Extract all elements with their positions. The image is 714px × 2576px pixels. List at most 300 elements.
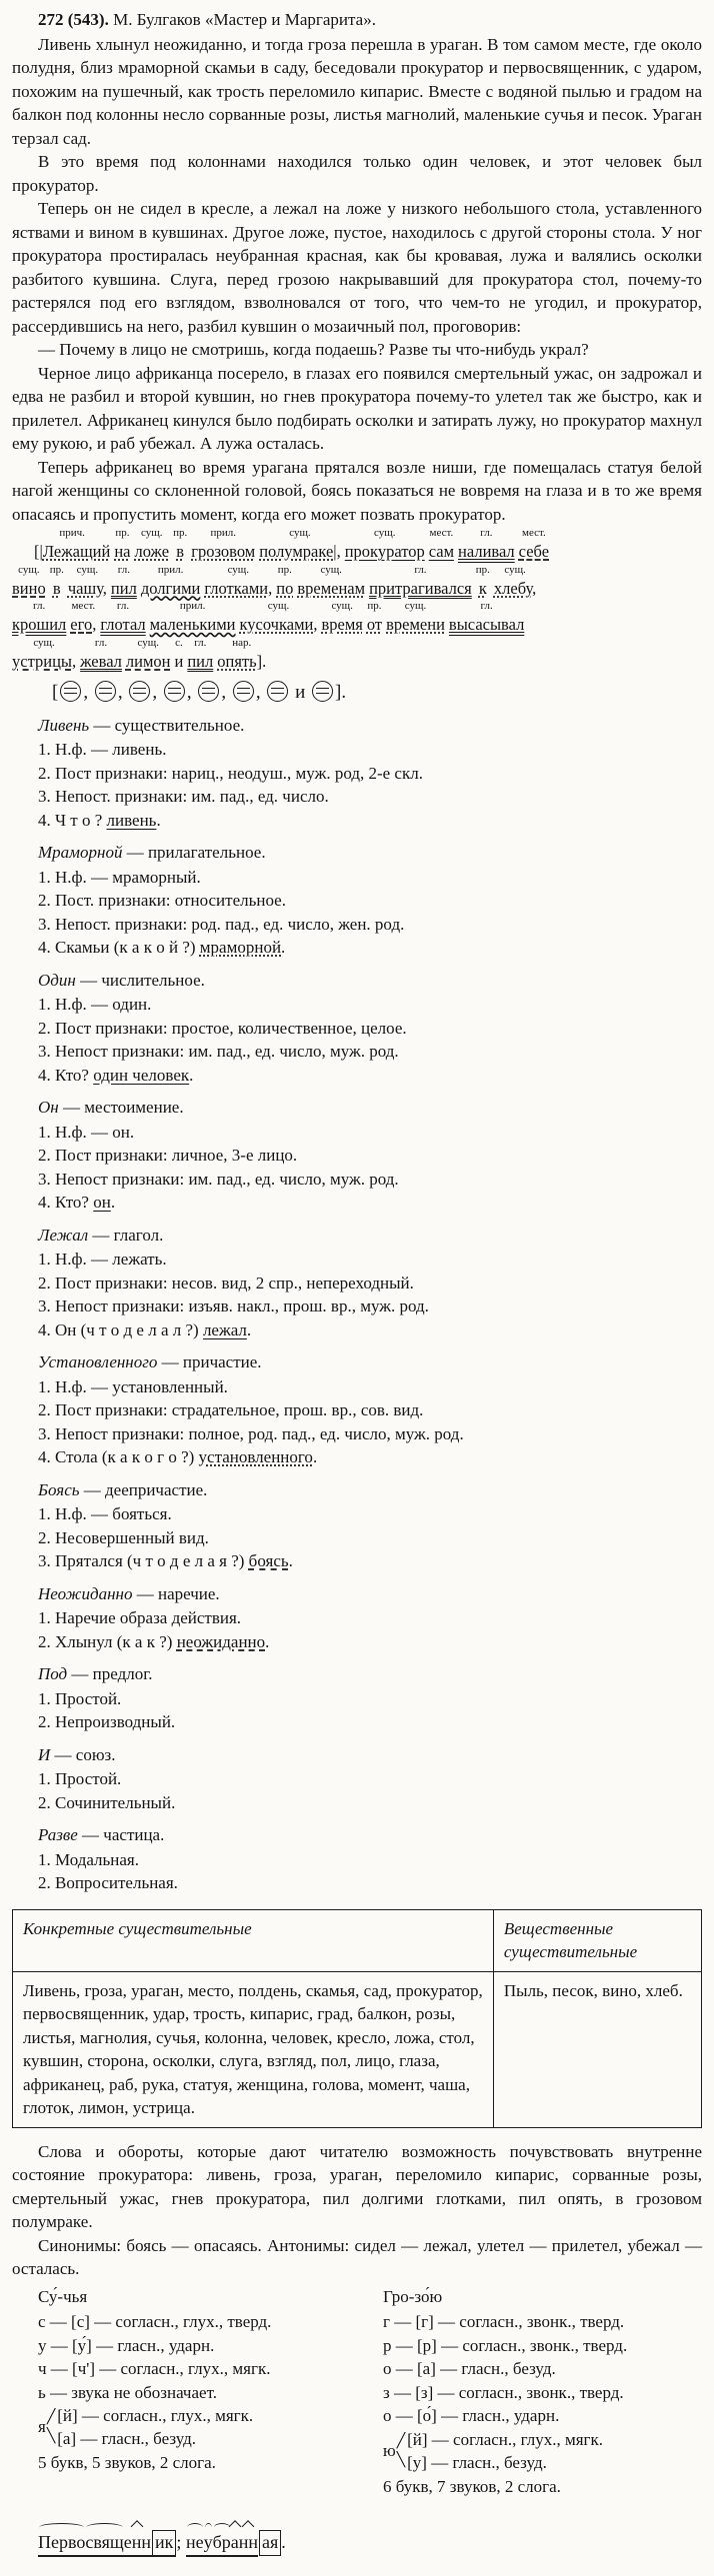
sentence-word (259, 542, 341, 561)
branch-slashes (397, 2432, 405, 2470)
sentence-token (476, 565, 490, 601)
word-text: крошил (12, 615, 67, 634)
branch-letter: ю (383, 2440, 396, 2460)
paragraph: Ливень хлынул неожиданно, и тогда гроза перешла в ураган. В том самом месте, где около полудня, близ мраморной скамьи в саду, беседовали прокуратор и первосвященник, с ударом, похожим на пушечный, как трость переломило кипарис. Вместе с водяной пылью и градом на балкон под колонны несло сорванные розы, листья магнолий, маленькие сучья и песок. Ураган терзал сад. (12, 34, 702, 148)
nouns-table (12, 1909, 702, 2128)
analysis-item: 2. Пост. признаки: относительное. (38, 891, 286, 910)
sentence-line (12, 528, 702, 564)
word-text: грозовом (191, 542, 256, 561)
pos-label: сущ. (267, 600, 290, 612)
sentence-word (80, 652, 122, 671)
phonetic-line: г — [г] — согласн., звонк., тверд. (383, 2312, 625, 2331)
phonetic-branch (383, 2428, 702, 2474)
analysis-headline: Установленного — причастие. (38, 1352, 262, 1371)
analysis-item: 1. Н.ф. — мраморный. (38, 867, 201, 887)
sentence-token (386, 601, 445, 637)
analysis-underlined-word: один человек (93, 1065, 190, 1085)
suffix-caret: а (231, 2531, 239, 2555)
sentence-word (68, 579, 107, 598)
phonetic-line: р — [р] — согласн., звонк., тверд. (383, 2335, 628, 2355)
sentence-token (150, 601, 236, 637)
suffix-caret: енн (124, 2531, 151, 2555)
sentence-word (12, 652, 76, 671)
pos-label: пр. (49, 563, 64, 576)
annotated-sentence (12, 528, 702, 673)
phonetic-total: 6 букв, 7 звуков, 2 слога. (383, 2476, 561, 2496)
phonetic-line: с — [с] — согласн., глух., тверд. (38, 2312, 272, 2331)
analysis-item: 3. Прятался (ч т о д е л а я ?) боясь. (38, 1551, 293, 1570)
word-text: полумраке (259, 542, 334, 561)
quote-text (12, 33, 702, 527)
sentence-token (217, 638, 266, 674)
pos-label: сущ. (404, 600, 427, 612)
word-text: по (276, 578, 294, 598)
word-text: на (114, 542, 131, 561)
pos-label: гл. (480, 527, 493, 539)
word-text: себе (518, 542, 550, 561)
analysis-item: 1. Наречие образа действия. (38, 1608, 242, 1627)
sentence-word (297, 579, 365, 598)
sentence-word (187, 652, 213, 671)
word-text: в (176, 542, 185, 561)
analysis-item: 2. Сочинительный. (38, 1792, 176, 1812)
branch-option: [й] — согласн., глух., мягк. (57, 2406, 254, 2425)
analysis-headword: Лежал (38, 1225, 89, 1245)
analysis-item: 4. Скамьи (к а к о й ?) мраморной. (38, 938, 286, 957)
word-text: лимон (125, 651, 171, 671)
analysis-headline: Он — местоимение. (38, 1098, 184, 1117)
pos-label: сущ. (373, 527, 396, 539)
sentence-token (297, 565, 365, 601)
pos-label: сущ. (141, 527, 163, 539)
analysis-headword: Он (38, 1098, 59, 1117)
pos-label: пр. (115, 527, 130, 539)
pos-label: прил. (179, 600, 206, 612)
pos-label: прил. (210, 527, 236, 539)
slash-down: ╲ (396, 2452, 406, 2468)
sentence-word (321, 615, 362, 634)
word-text: пил (110, 578, 137, 598)
word-text: от (366, 615, 383, 634)
branch-letter: я (38, 2417, 46, 2437)
analysis-headline: Под — предлог. (38, 1664, 153, 1683)
analysis-item: 3. Непост признаки: им. пад., ед. число, муж. род. (38, 1042, 399, 1061)
root-arc: не (186, 2531, 204, 2555)
branch-options (407, 2428, 603, 2474)
sentence-schema: [ , , , , , , и ]. (52, 682, 347, 703)
analysis-section (38, 1823, 702, 1895)
sentence-token (191, 528, 255, 564)
analysis-item: 3. Непост. признаки: им. пад., ед. число. (38, 787, 329, 806)
sentence-word (519, 542, 549, 561)
sentence-word (53, 579, 61, 598)
commentary-paragraph: Слова и обороты, которые дают читателю возможность почувствовать внутренне состояние прокуратора: ливень, гроза, ураган, переломило кипарис, сорванные розы, смертельный ужас, гнев прокуратора, пил долгими глотками, пил опять, в грозовом полумраке. (12, 2141, 702, 2231)
analysis-item: 1. Модальная. (38, 1849, 139, 1869)
morpheme-analysis: Первосвященн ик ; неубранн ая . (38, 2518, 702, 2556)
analysis-item: 1. Н.ф. — ливень. (38, 740, 167, 759)
table-cell: Пыль, песок, вино, хлеб. (493, 1971, 701, 2127)
analysis-item: 2. Несовершенный вид. (38, 1527, 209, 1547)
analysis-item: 4. Кто? один человек. (38, 1065, 194, 1085)
word-text: глотками (204, 578, 269, 598)
pos-label: гл. (33, 600, 46, 612)
phonetic-line: у — [у́] — гласн., ударн. (38, 2335, 215, 2355)
pos-label: сущ. (227, 563, 250, 576)
analysis-item: 1. Н.ф. — лежать. (38, 1250, 167, 1269)
word-text: притрагивался (369, 578, 472, 598)
analysis-item: 1. Простой. (38, 1769, 122, 1788)
exercise-source: М. Булгаков «Мастер и Маргарита». (108, 10, 376, 29)
sentence-word (134, 542, 169, 561)
suffix-caret: нн (239, 2531, 258, 2555)
word-text: наливал (458, 542, 515, 561)
sentence-token (369, 565, 472, 601)
phonetic-word: Гро-зо́ю (383, 2286, 443, 2306)
word-text: долгими (140, 578, 201, 598)
phonetic-column-left (12, 2285, 357, 2499)
analysis-headline: Ливень — существительное. (38, 715, 245, 735)
column-header: Конкретные существительные (13, 1909, 494, 1971)
paragraph: В это время под колоннами находился только один человек, и этот человек был прокуратор. (12, 152, 702, 195)
sentence-word (12, 615, 66, 634)
table-head (13, 1909, 702, 1971)
analysis-headline: Разве — частица. (38, 1825, 165, 1844)
sentence-word (217, 652, 266, 671)
phonetic-analysis (12, 2285, 702, 2499)
word-text: времени (386, 615, 445, 634)
analysis-item: 2. Непроизводный. (38, 1712, 176, 1731)
pos-label: гл. (194, 636, 207, 649)
slash-up: ╱ (396, 2433, 406, 2449)
sentence-word (114, 542, 130, 561)
analysis-item: 4. Ч т о ? ливень. (38, 810, 161, 830)
bracket: [| (34, 542, 43, 561)
predicate-circle (198, 681, 219, 702)
pos-label: с. (175, 636, 183, 649)
root-arc: у (204, 2531, 213, 2555)
analysis-underlined-word: лежал (202, 1319, 247, 1339)
pos-label: нар. (232, 636, 252, 649)
analysis-item: 3. Непост признаки: изъяв. накл., прош. вр., муж. род. (38, 1296, 429, 1315)
sentence-token (114, 528, 130, 564)
word-text: жевал (80, 651, 122, 671)
word-text: прокуратор (344, 542, 425, 561)
analysis-headline: Лежал — глагол. (38, 1225, 164, 1245)
pos-label: мест. (521, 527, 546, 539)
analysis-item: 2. Вопросительная. (38, 1873, 178, 1892)
sentence-line (12, 565, 702, 601)
table-header-row (13, 1909, 702, 1971)
exercise-number: 272 (543). (38, 10, 109, 29)
sentence-word (175, 652, 184, 671)
word-text: Лежащий (42, 542, 111, 561)
punctuation: , (313, 615, 318, 634)
analysis-item: 2. Пост признаки: нариц., неодуш., муж. род, 2-е скл. (38, 763, 423, 783)
analysis-headword: И (38, 1744, 51, 1764)
pos-label: сущ. (331, 600, 353, 612)
analysis-item: 1. Н.ф. — установленный. (38, 1376, 228, 1396)
sentence-word (141, 579, 201, 598)
analysis-underlined-word: установленного (198, 1447, 313, 1466)
pos-label: гл. (480, 600, 493, 612)
sentence-token (80, 638, 122, 674)
sentence-word (111, 579, 137, 598)
analysis-headline: И — союз. (38, 1744, 116, 1764)
sentence-token (494, 565, 536, 601)
punctuation: ]. (256, 651, 267, 671)
analysis-headline: Один — числительное. (38, 970, 205, 990)
slash-down: ╲ (46, 2429, 56, 2444)
sentence-word (429, 542, 454, 561)
analysis-item: 2. Пост признаки: несов. вид, 2 спр., непереходный. (38, 1273, 414, 1292)
word-text: глотал (100, 615, 146, 634)
analysis-headword: Под (38, 1664, 68, 1683)
phonetic-word: Су́-чья (38, 2286, 88, 2306)
paragraph: — Почему в лицо не смотришь, когда подаешь? Разве ты что-нибудь украл? (38, 340, 589, 359)
analysis-underlined-word: ливень (106, 810, 157, 830)
pos-label: сущ. (137, 636, 159, 649)
sentence-token (70, 601, 96, 637)
sentence-token (173, 528, 187, 564)
paragraph: Черное лицо африканца посерело, в глазах его появился смертельный ужас, он задрожал и едва не разбил и второй кувшин, но гнев прокуратора почему-то улетел так же быстро, как и прилетел. Африканец кинулся было подбирать осколки и затирать лужу, но прокуратор махнул ему рукою, и раб убежал. А лужа осталась. (12, 363, 702, 453)
pos-label: мест. (71, 600, 96, 612)
sentence-token (175, 638, 184, 674)
sentence-line (12, 601, 702, 637)
word-text: опять (217, 651, 257, 671)
pos-label: гл. (116, 600, 130, 612)
sentence-word (34, 542, 110, 561)
punctuation: |, (333, 542, 341, 561)
analysis-headline: Мраморной — прилагательное. (38, 843, 266, 862)
analysis-item: 1. Н.ф. — один. (38, 995, 152, 1014)
sentence-token (259, 528, 341, 564)
analysis-headline: Боясь — деепричастие. (38, 1479, 208, 1499)
pos-label: пр. (277, 563, 292, 576)
word-text: время (321, 615, 363, 634)
word-text: хлебу (493, 578, 533, 598)
sentence-word (150, 615, 236, 634)
analysis-item: 2. Пост признаки: простое, количественное, целое. (38, 1018, 407, 1038)
word-text: высасывал (448, 615, 525, 634)
pos-label: сущ. (76, 563, 99, 576)
analysis-item: 3. Непост признаки: им. пад., ед. число, муж. род. (38, 1169, 399, 1189)
phonetic-line: з — [з] — согласн., звонк., тверд. (383, 2382, 624, 2402)
word-text: вино (12, 578, 46, 598)
sentence-token (126, 638, 171, 674)
word-text: ложе (134, 542, 170, 561)
sentence-token (449, 601, 524, 637)
sentence-token (100, 601, 145, 637)
sentence-token (458, 528, 515, 564)
analysis-section (38, 1096, 702, 1215)
phonetic-line: ч — [ч'] — согласн., глух., мягк. (38, 2359, 271, 2378)
paragraph: Теперь африканец во время урагана прятался возле ниши, где помещалась статуя белой нагой женщины со склоненной головой, боясь показаться не вовремя на глаза и в то же время опасаясь и пропустить момент, когда его может позвать прокуратор. (12, 457, 702, 524)
word-text: чашу (67, 578, 103, 598)
phonetic-branch (38, 2404, 357, 2450)
word-text: к (478, 578, 487, 598)
pos-label: пр. (475, 563, 490, 576)
analysis-item: 2. Хлынул (к а к ?) неожиданно. (38, 1631, 270, 1651)
analysis-headline: Неожиданно — наречие. (38, 1583, 220, 1603)
analysis-item: 4. Он (ч т о д е л а л ?) лежал. (38, 1319, 252, 1339)
analysis-section (38, 1478, 702, 1573)
analysis-headword: Разве (38, 1825, 78, 1844)
punctuation: , (102, 578, 107, 598)
sentence-token (12, 565, 46, 601)
sentence-token (12, 638, 76, 674)
slash-up: ╱ (46, 2410, 56, 2425)
sentence-token (12, 601, 66, 637)
predicate-circle (60, 681, 81, 702)
sentence-token (50, 565, 64, 601)
analysis-item: 4. Кто? он. (38, 1193, 116, 1212)
phonetic-column-right (357, 2285, 702, 2499)
morphological-analyses (12, 714, 702, 1895)
pos-label: сущ. (33, 636, 55, 649)
pos-label: пр. (173, 527, 188, 539)
branch-options (57, 2404, 253, 2450)
pos-label: сущ. (320, 563, 342, 576)
predicate-circle (233, 681, 254, 702)
sentence-word (479, 579, 487, 598)
phonetic-line: о — [а] — гласн., безуд. (383, 2359, 556, 2378)
sentence-token (141, 565, 201, 601)
sentence-token (367, 601, 382, 637)
pos-label: гл. (94, 636, 108, 649)
sentence-token (187, 638, 213, 674)
analysis-section (38, 1350, 702, 1469)
ending-box: ик (152, 2530, 176, 2556)
sentence-word (12, 579, 46, 598)
sentence-token (240, 601, 318, 637)
sentence-word (240, 615, 318, 634)
word-stem (38, 2532, 176, 2557)
analysis-section (38, 1582, 702, 1654)
table-cell: Ливень, гроза, ураган, место, полдень, скамья, сад, прокуратор, первосвященник, удар, трость, кипарис, град, балкон, розы, листья, магнолия, сучья, колонна, человек, кресло, ложа, стол, кувшин, сторона, осколки, слуга, взгляд, пол, лицо, глаза, африканец, раб, рука, статуя, женщина, голова, момент, чаша, глоток, лимон, устрица. (13, 1971, 494, 2127)
sentence-token (204, 565, 272, 601)
sentence-word (70, 615, 96, 634)
phonetic-total: 5 букв, 5 звуков, 2 слога. (38, 2453, 216, 2472)
predicate-circle (312, 681, 333, 702)
phonetic-line: ь — звука не обозначает. (38, 2382, 217, 2402)
pos-label: прил. (157, 563, 184, 576)
root-arc: свящ (85, 2531, 123, 2555)
pos-label: сущ. (289, 527, 311, 539)
analysis-item: 3. Непост признаки: полное, род. пад., ед. число, муж. род. (38, 1423, 464, 1443)
analysis-item: 2. Пост признаки: личное, 3-е лицо. (38, 1146, 298, 1165)
analysis-underlined-word: боясь (248, 1551, 289, 1570)
punctuation: , (532, 578, 537, 598)
analysis-headword: Ливень (38, 715, 90, 735)
sentence-token (34, 528, 110, 564)
sentence-token (321, 601, 362, 637)
sentence-word (204, 579, 272, 598)
analysis-item: 3. Непост. признаки: род. пад., ед. число, жен. род. (38, 914, 405, 934)
commentary (12, 2140, 702, 2281)
exercise-title (12, 8, 702, 32)
branch-option: [у] — гласн., безуд. (407, 2452, 547, 2472)
sentence-word (126, 652, 171, 671)
analysis-underlined-word: неожиданно (176, 1631, 266, 1651)
analysis-section (38, 714, 702, 833)
root-arc: бр (213, 2531, 231, 2555)
branch-slashes (47, 2408, 55, 2446)
analysis-item: 1. Н.ф. — бояться. (38, 1504, 172, 1523)
sentence-token (111, 565, 137, 601)
sentence-word (458, 542, 515, 561)
pos-label: гл. (414, 563, 427, 576)
sentence-word (100, 615, 145, 634)
predicate-circle (164, 681, 185, 702)
sentence-token (134, 528, 169, 564)
predicate-circle (129, 681, 150, 702)
word-text: его (70, 615, 93, 634)
sentence-token (519, 528, 549, 564)
analysis-section (38, 1743, 702, 1815)
pos-label: мест. (429, 527, 454, 539)
analysis-section (38, 1662, 702, 1734)
punctuation: , (71, 651, 77, 671)
sentence-token (345, 528, 425, 564)
ending-box: ая (259, 2530, 281, 2556)
word-text: устрицы (12, 651, 72, 671)
analysis-item: 2. Пост признаки: страдательное, прош. вр., сов. вид. (38, 1400, 424, 1419)
morpheme-word (38, 2530, 176, 2556)
root-arc: Перво (38, 2531, 85, 2555)
analysis-section (38, 1224, 702, 1342)
word-stem (186, 2532, 258, 2557)
sentence-line (12, 638, 702, 674)
sentence-word (276, 579, 293, 598)
sentence-word (386, 615, 445, 634)
punctuation: , (92, 615, 97, 634)
sentence-token (276, 565, 293, 601)
sentence-word (191, 542, 255, 561)
analysis-headword: Боясь (38, 1479, 80, 1499)
word-text: временам (297, 578, 366, 598)
phonetic-line: о — [о́] — гласн., ударн. (383, 2406, 560, 2425)
sentence-word (369, 579, 472, 598)
branch-option: [а] — гласн., безуд. (57, 2429, 197, 2448)
word-text: в (52, 578, 61, 598)
predicate-circle (267, 681, 288, 702)
word-text: кусочками (239, 615, 314, 634)
analysis-underlined-word: он (93, 1193, 111, 1212)
pos-label: сущ. (18, 563, 40, 576)
pos-label: сущ. (504, 563, 526, 576)
analysis-headword: Один (38, 970, 76, 990)
pos-label: прич. (59, 527, 85, 539)
sentence-word (345, 542, 425, 561)
analysis-section (38, 969, 702, 1088)
morpheme-word (186, 2530, 281, 2556)
word-text: сам (428, 542, 455, 561)
analysis-item: 1. Н.ф. — он. (38, 1122, 135, 1142)
analysis-underlined-word: мраморной (199, 938, 282, 957)
sentence-token (429, 528, 454, 564)
analysis-headword: Мраморной (38, 843, 123, 862)
analysis-item: 1. Простой. (38, 1688, 122, 1708)
analysis-headword: Установленного (38, 1352, 158, 1371)
sentence-word (449, 615, 524, 634)
sentence-word (367, 615, 382, 634)
paragraph: Теперь он не сидел в кресле, а лежал на ложе у низкого небольшого стола, уставленного яствами и вином в кувшинах. Другое ложе, пустое, находилось с другой стороны стола. У ног прокуратора простиралась неубранная красная, как бы кровавая, лужа и валялись осколки разбитого кувшина. Слуга, перед грозою накрывавший для прокуратора стол, почему-то растерялся под его взглядом, взволновался от того, что чем-то не угодил, и прокуратор, рассердившись на него, разбил кувшин о мозаичный пол, проговорив: (12, 199, 702, 336)
sentence-word (494, 579, 536, 598)
word-text: пил (187, 651, 214, 671)
commentary-paragraph: Синонимы: боясь — опасаясь. Антонимы: сидел — лежал, улетел — прилетел, убежал — осталась. (12, 2235, 702, 2278)
sentence-word (176, 542, 184, 561)
analysis-section (38, 841, 702, 960)
